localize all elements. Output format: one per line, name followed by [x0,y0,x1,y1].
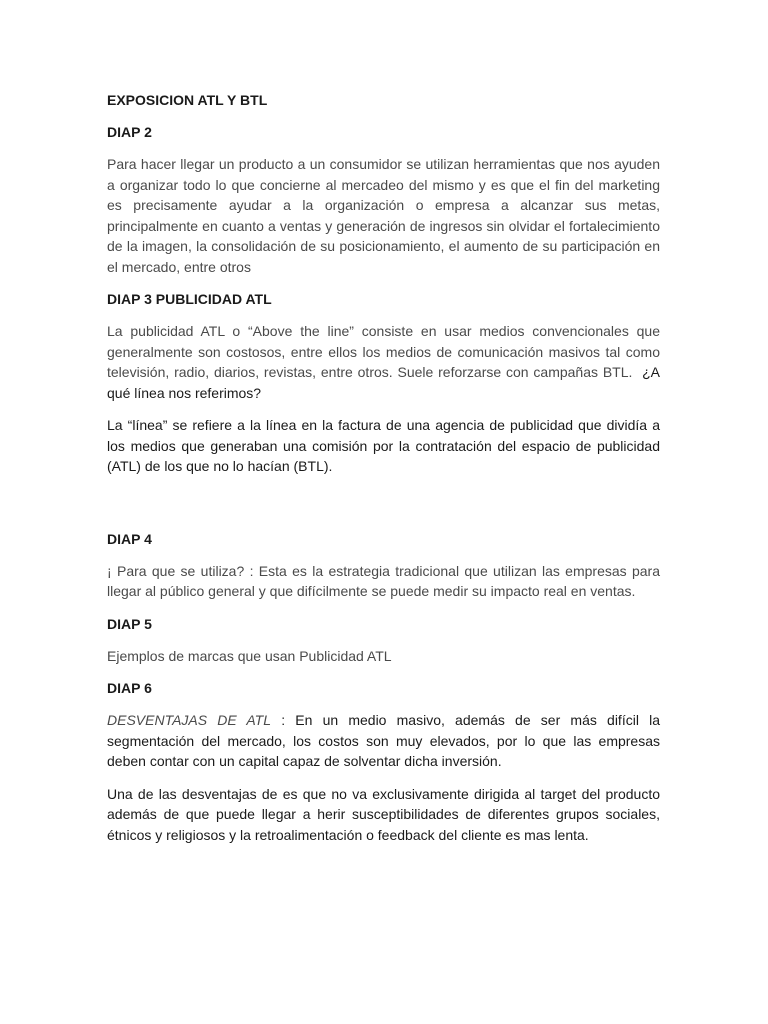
section-heading-diap-3: DIAP 3 PUBLICIDAD ATL [107,291,272,307]
diap-4-paragraph: ¡ Para que se utiliza? : Esta es la estrategia tradicional que utilizan las empresas para llegar al público general y que difícilmente se puede medir su impacto real en ventas. [107,562,660,599]
section-heading-diap-4: DIAP 4 [107,530,152,547]
diap-6-lead: DESVENTAJAS DE ATL [107,712,272,728]
diap-5-paragraph: Ejemplos de marcas que usan Publicidad ATL [107,647,392,664]
document-page [107,90,660,857]
diap-3-paragraph-1 [107,321,660,403]
diap-6-paragraph-1 [107,710,660,772]
diap-3-paragraph-2: La “línea” se refiere a la línea en la factura de una agencia de publicidad que dividía a los medios que generaban una comisión por la contratación del espacio de publicidad (ATL) de los que no lo hacían (BTL). [107,417,660,474]
diap-6-paragraph-2: Una de las desventajas de es que no va exclusivamente dirigida al target del producto además de que puede llegar a herir susceptibilidades de diferentes grupos sociales, étnicos y religiosos y la retroalimentación o feedback del cliente es mas lenta. [107,785,660,843]
section-heading-diap-2: DIAP 2 [107,124,152,140]
diap-3-paragraph-1-main: La publicidad ATL o “Above the line” consiste en usar medios convencionales que generalmente son costosos, entre ellos los medios de comunicación masivos tal como televisión, radio, diarios, revistas, entre otros. Suele reforzarse con campañas BTL. [107,323,660,380]
document-title: EXPOSICION ATL Y BTL [107,92,268,108]
diap-2-paragraph: Para hacer llegar un producto a un consumidor se utilizan herramientas que nos ayuden a organizar todo lo que concierne al mercadeo del mismo y es que el fin del marketing es precisamente ayudar a la organización o empresa a alcanzar sus metas, principalmente en cuanto a ventas y generación de ingresos sin olvidar el fortalecimiento de la imagen, la consolidación de su posicionamiento, el aumento de su participación en el mercado, entre otros [107,156,660,275]
section-spacer [107,489,660,529]
section-heading-diap-5: DIAP 5 [107,615,152,632]
diap-3-question: ¿A qué línea nos referimos? [107,364,660,401]
section-heading-diap-6: DIAP 6 [107,680,152,696]
diap-6-paragraph-1-rest: : En un medio masivo, además de ser más difícil la segmentación del mercado, los costos son muy elevados, por lo que las empresas deben contar con un capital capaz de solventar dicha inversión. [107,712,661,769]
